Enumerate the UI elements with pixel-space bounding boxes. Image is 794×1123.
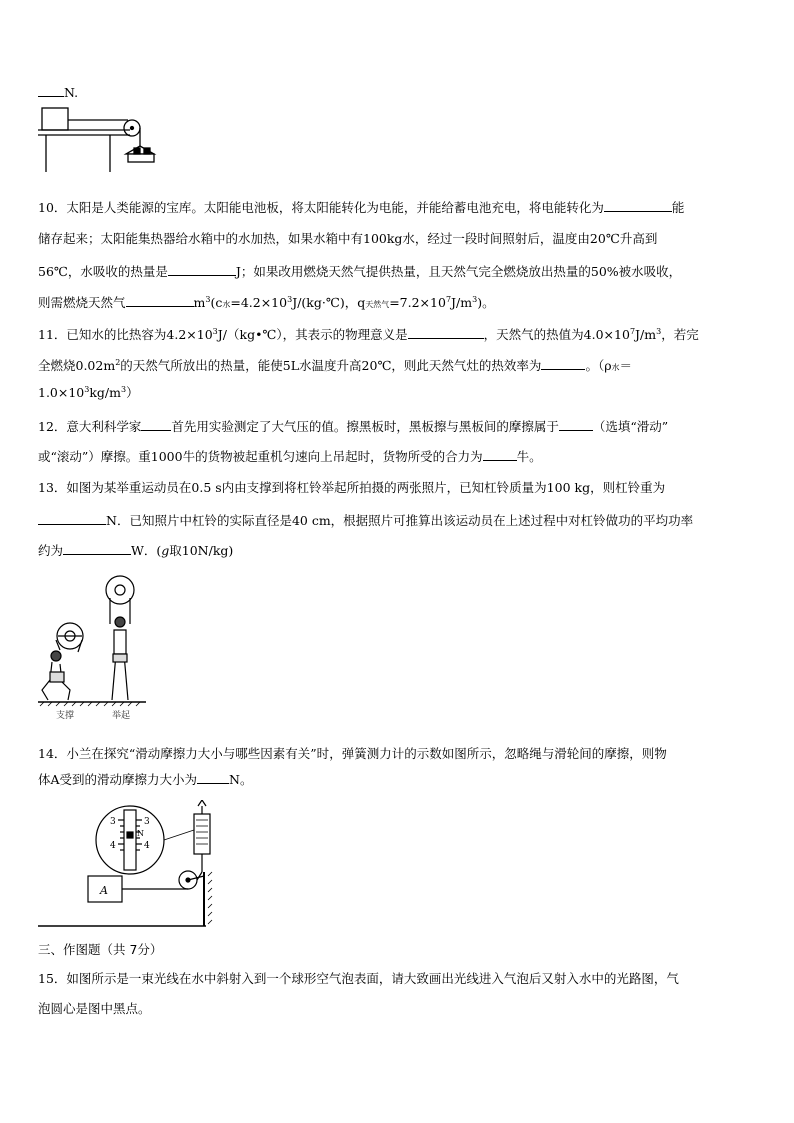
q15-line-1: 15．如图所示是一束光线在水中斜射入到一个球形空气泡表面，请大致画出光线进入气泡后又射入水中的光路图，气 [38, 971, 679, 986]
scale-mark-3-right: 3 [144, 817, 150, 827]
q11-line-1: 11．已知水的比热容为$4.2\times 10^3J/(kg•℃)$，其表示的物理意义是 ，天然气的热值为$4.0\times 10^7J/m^3$，若完 [38, 326, 699, 342]
scale-mark-3-left: 3 [110, 817, 116, 827]
weight-pan [128, 154, 154, 162]
q15-line-2: 泡圆心是图中黑点。 [38, 1001, 151, 1016]
scale-unit-n: N [137, 829, 144, 838]
answer-blank[interactable] [408, 326, 484, 339]
section-3-title: 三、作图题（共 7分） [38, 942, 163, 957]
answer-blank[interactable] [38, 84, 64, 97]
q13-line-2: N．已知照片中杠铃的实际直径是40 cm，根据照片可推算出该运动员在上述过程中对杠铃做功的平均功率 [38, 512, 693, 529]
caption-lift: 举起 [112, 711, 131, 721]
q12-line-1: 12．意大利科学家 首先用实验测定了大气压的值。擦黑板时，黑板擦与黑板间的摩擦属于 （选填“滑动” [38, 419, 669, 434]
answer-blank[interactable] [604, 199, 672, 212]
q10-line-1: 10．太阳是人类能源的宝库。太阳能电池板，将太阳能转化为电能，并能给蓄电池充电，将电能转化为 能 [38, 200, 685, 215]
scale-pointer [127, 832, 133, 838]
answer-blank[interactable] [483, 448, 517, 461]
q14-line-1: 14．小兰在探究“滑动摩擦力大小与哪些因素有关”时，弹簧测力计的示数如图所示，忽略绳与滑轮间的摩擦，则物 [38, 746, 667, 761]
q10-line-3: 56℃，水吸收的热量是 J；如果改用燃烧天然气提供热量，且天然气完全燃烧放出热量的50%被水吸收， [38, 264, 682, 279]
q11-line-3: $1.0\times 10^3kg/m^3$） [38, 384, 139, 400]
weightlifter-figure [38, 572, 148, 722]
answer-blank[interactable] [63, 542, 131, 555]
answer-blank[interactable] [197, 771, 229, 784]
scale-mark-4-left: 4 [110, 841, 116, 851]
q10-line-4: 则需燃烧天然气 $m^3(c$水$=4.2\times 10^3J/(kg\cdot℃)$，q天然气$=7.2\times 10^7J/m^3$)。 [38, 294, 495, 310]
table-pulley-figure [38, 106, 158, 174]
answer-blank[interactable] [168, 263, 236, 276]
block-a-label: A [100, 884, 108, 897]
q12-line-2: 或“滚动”）摩擦。重1000牛的货物被起重机匀速向上吊起时，货物所受的合力为 牛。 [38, 449, 542, 464]
caption-support: 支撑 [56, 711, 75, 721]
q13-line-1: 13．如图为某举重运动员在0.5 s内由支撑到将杠铃举起所拍摄的两张照片，已知杠铃质量为100 kg，则杠铃重为 [38, 480, 666, 495]
answer-blank[interactable] [38, 512, 106, 525]
answer-blank[interactable] [141, 418, 171, 431]
q13-line-3: 约为 W．(g取10N/kg) [38, 543, 234, 558]
block-on-table [42, 108, 68, 130]
q11-line-2: 全燃烧$0.02m^2$的天然气所放出的热量，能使5L水温度升高20℃，则此天然气灶的热效率为 。（ρ水＝ [38, 357, 633, 373]
q9-answer-line: N. [38, 84, 78, 101]
standing-body [114, 630, 126, 654]
scale-mark-4-right: 4 [144, 841, 150, 851]
q14-line-2: 体A受到的滑动摩擦力大小为 N。 [38, 772, 253, 787]
answer-blank[interactable] [126, 294, 194, 307]
q10-line-2: 储存起来；太阳能集热器给水箱中的水加热，如果水箱中有100kg水，经过一段时间照射后，温度由20℃升高到 [38, 231, 658, 246]
answer-blank[interactable] [541, 357, 585, 370]
answer-blank[interactable] [559, 418, 593, 431]
spring-scale-figure [38, 800, 218, 932]
